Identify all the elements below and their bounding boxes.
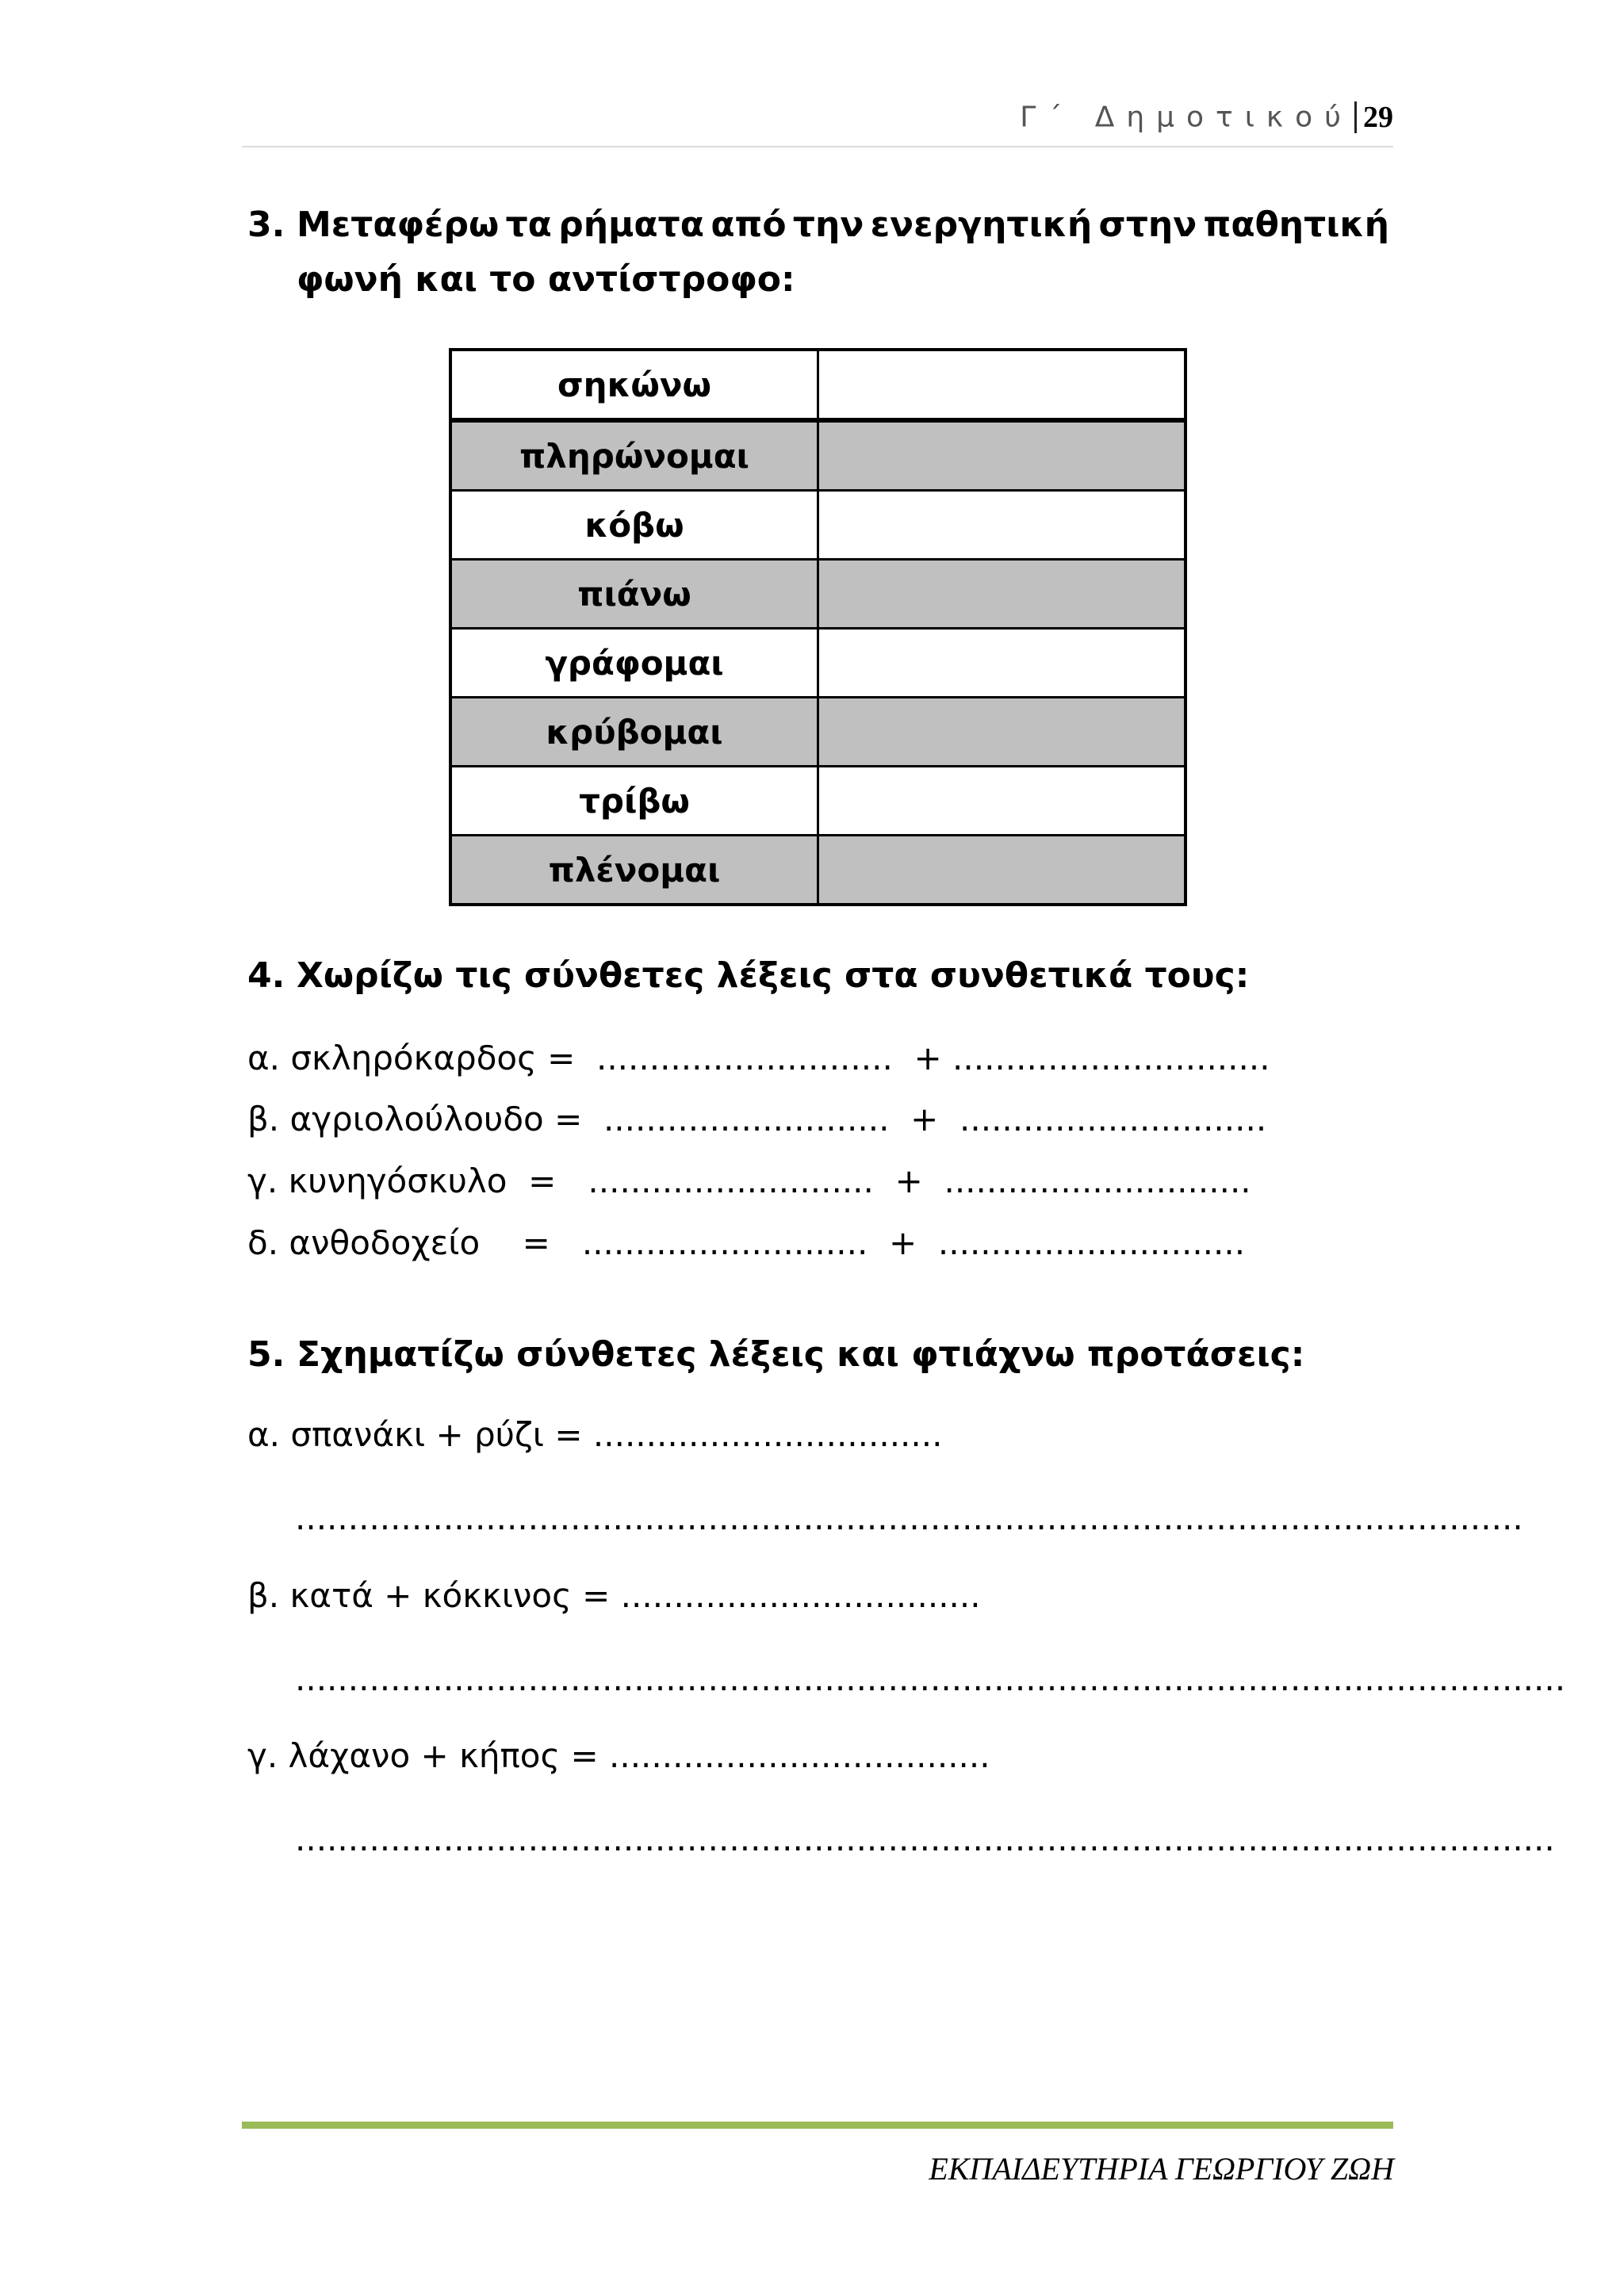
grade-label: Γ΄ Δημοτικού xyxy=(1020,101,1353,134)
title-word: από xyxy=(710,205,787,245)
verb-row xyxy=(450,420,1185,491)
verb-cell: πληρώνομαι xyxy=(450,420,818,491)
compound-split-item: δ. ανθοδοχείο = ........................... + ............................. xyxy=(247,1223,1246,1262)
sentence-answer-line: ........................................................................................................................ xyxy=(295,1659,1566,1698)
exercise-3-title-line1 xyxy=(247,205,1389,245)
verb-voice-table xyxy=(449,348,1187,906)
compound-form-item: γ. λάχανο + κήπος = .................................... xyxy=(247,1736,990,1775)
answer-cell[interactable] xyxy=(818,491,1186,560)
verb-row xyxy=(450,836,1185,905)
compound-form-item: α. σπανάκι + ρύζι = ................................. xyxy=(247,1415,943,1454)
title-word: στην xyxy=(1098,205,1197,245)
exercise-3-title-line2: φωνή και το αντίστροφο: xyxy=(297,259,795,300)
sentence-answer-line: ....................................................................................................................... xyxy=(295,1820,1555,1858)
answer-cell[interactable] xyxy=(818,698,1186,767)
page-number: 29 xyxy=(1363,101,1393,134)
verb-row xyxy=(450,560,1185,629)
title-word: ενεργητική xyxy=(870,205,1093,245)
verb-row xyxy=(450,629,1185,698)
footer-author: ΕΚΠΑΙΔΕΥΤΗΡΙΑ ΓΕΩΡΓΙΟΥ ΖΩΗ xyxy=(929,2151,1394,2187)
answer-cell[interactable] xyxy=(818,560,1186,629)
compound-split-item: β. αγριολούλουδο = ........................... + ............................. xyxy=(247,1100,1267,1138)
compound-split-item: α. σκληρόκαρδος = ............................ + .............................. xyxy=(247,1039,1270,1077)
exercise-number: 3. xyxy=(247,205,285,245)
title-word: ρήματα xyxy=(558,205,704,245)
title-word: τα xyxy=(505,205,552,245)
exercise-3-title xyxy=(247,205,1389,300)
answer-cell[interactable] xyxy=(818,629,1186,698)
answer-cell[interactable] xyxy=(818,350,1186,420)
exercise-number: 4. xyxy=(247,955,285,996)
verb-row xyxy=(450,767,1185,836)
verb-cell: πιάνω xyxy=(450,560,818,629)
exercise-4-title xyxy=(247,955,1249,996)
exercise-title-text: Χωρίζω τις σύνθετες λέξεις στα συνθετικά τους: xyxy=(297,955,1250,996)
page-header xyxy=(242,100,1393,147)
compound-split-item: γ. κυνηγόσκυλο = ........................... + ............................. xyxy=(247,1161,1251,1200)
verb-row xyxy=(450,698,1185,767)
verb-cell: γράφομαι xyxy=(450,629,818,698)
verb-cell: σηκώνω xyxy=(450,350,818,420)
exercise-number: 5. xyxy=(247,1334,285,1375)
footer-divider xyxy=(242,2122,1393,2129)
compound-form-item: β. κατά + κόκκινος = .................................. xyxy=(247,1576,981,1615)
verb-cell: κόβω xyxy=(450,491,818,560)
header-divider xyxy=(1354,101,1357,133)
sentence-answer-line: .................................................................................................................... xyxy=(295,1498,1523,1537)
answer-cell[interactable] xyxy=(818,836,1186,905)
verb-row xyxy=(450,350,1185,420)
title-word: την xyxy=(792,205,864,245)
answer-cell[interactable] xyxy=(818,420,1186,491)
answer-cell[interactable] xyxy=(818,767,1186,836)
verb-row xyxy=(450,491,1185,560)
verb-cell: κρύβομαι xyxy=(450,698,818,767)
verb-cell: πλένομαι xyxy=(450,836,818,905)
exercise-title-text: Σχηματίζω σύνθετες λέξεις και φτιάχνω προτάσεις: xyxy=(297,1334,1305,1375)
title-word: Μεταφέρω xyxy=(297,205,500,245)
exercise-5-title xyxy=(247,1334,1304,1375)
title-word: παθητική xyxy=(1203,205,1389,245)
verb-cell: τρίβω xyxy=(450,767,818,836)
